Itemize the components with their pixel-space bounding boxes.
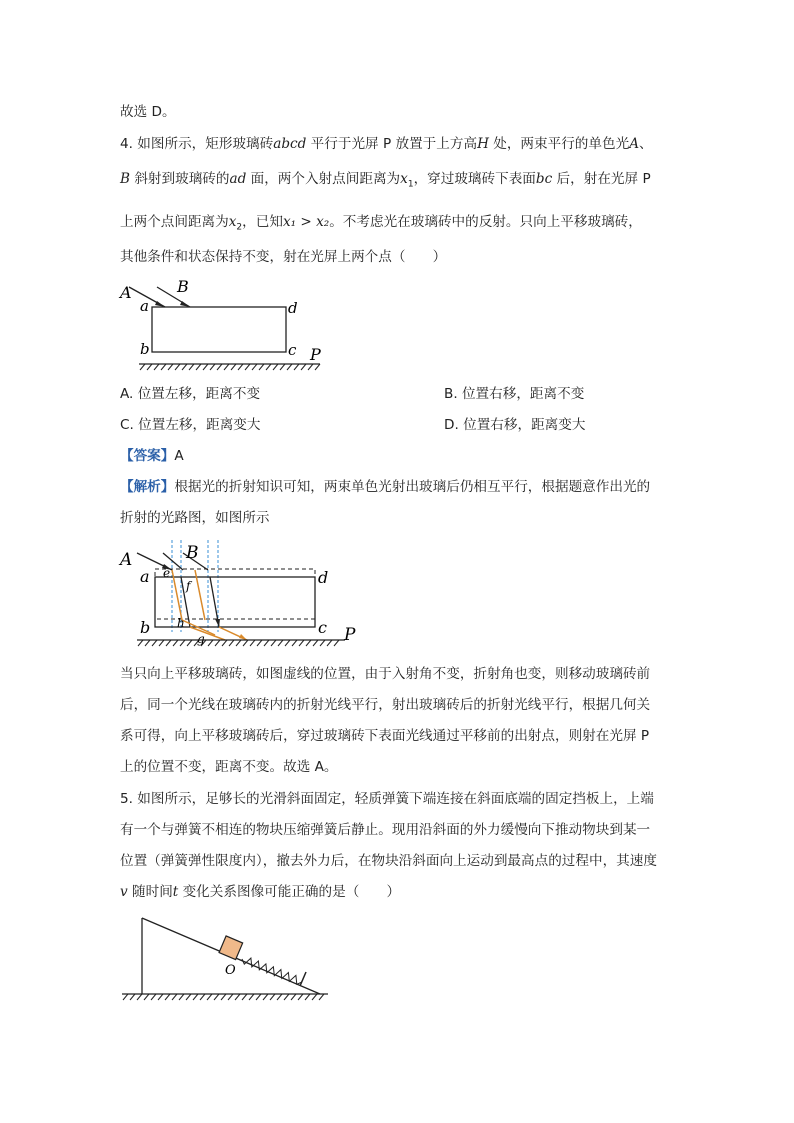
hatch-mark	[327, 640, 332, 646]
hatch-mark	[138, 640, 143, 646]
hatch-mark	[245, 364, 250, 370]
hatch-mark	[306, 640, 311, 646]
q4-text: ，穿过玻璃砖下表面	[413, 171, 536, 187]
label-b: b	[140, 618, 151, 637]
q4-line-2	[120, 169, 651, 195]
q4-text: 面，两个入射点间距离为	[246, 171, 401, 187]
q4-line-4: 其他条件和状态保持不变，射在光屏上两个点（ ）	[120, 249, 447, 265]
analysis-line-5: 系可得，向上平移玻璃砖后，穿过玻璃砖下表面光线通过平移前的出射点，则射在光屏 P	[120, 728, 650, 744]
hatch-mark	[222, 640, 227, 646]
hatch-mark	[214, 994, 219, 1000]
hatch-mark	[172, 994, 177, 1000]
hatch-mark	[257, 640, 262, 646]
hatch-mark	[166, 640, 171, 646]
hatch-mark	[266, 364, 271, 370]
hatch-mark	[252, 364, 257, 370]
hatch-mark	[313, 640, 318, 646]
hatch-mark	[182, 364, 187, 370]
q4-text: 。不考虑光在玻璃砖中的反射。只向上平移玻璃砖，	[329, 214, 642, 230]
glass-brick	[152, 307, 286, 352]
q4-ad: ad	[229, 171, 247, 187]
screen-hatching	[140, 364, 320, 370]
fixed-stopper	[300, 972, 306, 986]
hatch-mark	[193, 994, 198, 1000]
hatch-mark	[175, 364, 180, 370]
hatch-mark	[215, 640, 220, 646]
q4-x1-sub: 1	[407, 179, 414, 190]
hatch-mark	[263, 994, 268, 1000]
hatch-mark	[285, 640, 290, 646]
analysis-line-3: 当只向上平移玻璃砖，如图虚线的位置，由于入射角不变，折射角也变，则移动玻璃砖前	[120, 666, 651, 682]
q4-text: ，已知	[242, 214, 283, 230]
hatch-mark	[159, 640, 164, 646]
q4-text: 4. 如图所示，矩形玻璃砖	[120, 136, 274, 152]
hatch-mark	[154, 364, 159, 370]
q4-figure-1	[115, 277, 345, 375]
hatch-mark	[207, 994, 212, 1000]
block-body	[219, 936, 243, 960]
hatch-mark	[280, 364, 285, 370]
hatch-mark	[334, 640, 339, 646]
hatch-mark	[158, 994, 163, 1000]
arrow-head	[239, 634, 247, 640]
label-d: d	[318, 568, 329, 587]
option-A[interactable]: A. 位置左移，距离不变	[120, 386, 261, 402]
analysis-line-4: 后，同一个光线在玻璃砖内的折射光线平行，射出玻璃砖后的折射光线平行，根据几何关	[120, 697, 651, 713]
hatch-mark	[140, 364, 145, 370]
hatch-mark	[152, 640, 157, 646]
hatch-mark	[305, 994, 310, 1000]
q4-line-3	[120, 212, 642, 238]
q4-H: H	[477, 136, 489, 152]
hatch-mark	[299, 640, 304, 646]
hatch-mark	[200, 994, 205, 1000]
option-C[interactable]: C. 位置左移，距离变大	[120, 417, 261, 433]
hatch-mark	[137, 994, 142, 1000]
label-h: h	[177, 616, 185, 630]
analysis-line-2: 折射的光路图，如图所示	[120, 510, 270, 526]
hatch-mark	[208, 640, 213, 646]
screen-hatching	[138, 640, 339, 646]
label-g: g	[197, 632, 205, 646]
option-D[interactable]: D. 位置右移，距离变大	[444, 417, 586, 433]
hatch-mark	[179, 994, 184, 1000]
hatch-mark	[294, 364, 299, 370]
label-d: d	[288, 299, 298, 317]
hatch-mark	[217, 364, 222, 370]
hatch-mark	[292, 640, 297, 646]
q5-line-4	[120, 882, 400, 902]
hatch-mark	[301, 364, 306, 370]
hatch-mark	[221, 994, 226, 1000]
hatch-mark	[173, 640, 178, 646]
hatch-mark	[236, 640, 241, 646]
q5-t: t	[172, 884, 179, 900]
block	[219, 936, 243, 960]
hatch-mark	[243, 640, 248, 646]
hatch-mark	[229, 640, 234, 646]
q4-abcd: abcd	[273, 136, 307, 152]
hatch-mark	[187, 640, 192, 646]
label-c: c	[288, 341, 297, 359]
label-A: A	[120, 550, 133, 570]
hatch-mark	[145, 640, 150, 646]
hatch-mark	[287, 364, 292, 370]
label-P: P	[344, 625, 356, 645]
label-B: B	[186, 543, 199, 563]
hatch-mark	[147, 364, 152, 370]
hatch-mark	[130, 994, 135, 1000]
spring	[242, 958, 302, 984]
hatch-mark	[235, 994, 240, 1000]
hatch-mark	[168, 364, 173, 370]
q4-bc: bc	[535, 171, 553, 187]
q4-figure-2	[115, 540, 365, 645]
hatch-mark	[264, 640, 269, 646]
label-P: P	[310, 345, 321, 364]
analysis-line-6: 上的位置不变，距离不变。故选 A。	[120, 759, 338, 775]
hatch-mark	[238, 364, 243, 370]
analysis-text: 根据光的折射知识可知，两束单色光射出玻璃后仍相互平行，根据题意作出光的	[174, 479, 651, 495]
hatch-mark	[273, 364, 278, 370]
hatch-mark	[180, 640, 185, 646]
label-B: B	[177, 277, 189, 296]
hatch-mark	[256, 994, 261, 1000]
hatch-mark	[291, 994, 296, 1000]
hatch-mark	[242, 994, 247, 1000]
q4-text: 平行于光屏 P 放置于上方高	[306, 136, 478, 152]
hatch-mark	[228, 994, 233, 1000]
q5-text: 变化关系图像可能正确的是（ ）	[178, 884, 401, 900]
hatch-mark	[298, 994, 303, 1000]
q4-inequality: x₁ > x₂	[282, 214, 330, 230]
q4-text: 上两个点间距离为	[120, 214, 229, 230]
hatch-mark	[278, 640, 283, 646]
hatch-mark	[123, 994, 128, 1000]
hatch-mark	[196, 364, 201, 370]
q4-text: 处，两束平行的单色光	[488, 136, 630, 152]
hatch-mark	[161, 364, 166, 370]
hatch-mark	[249, 994, 254, 1000]
hatch-mark	[224, 364, 229, 370]
q5-v: v	[120, 884, 128, 900]
hatch-mark	[151, 994, 156, 1000]
orange-ray	[190, 627, 225, 640]
analysis-tag: 【解析】	[120, 479, 175, 495]
label-a: a	[140, 567, 150, 586]
q5-line-3: 位置（弹簧弹性限度内），撤去外力后，在物块沿斜面向上运动到最高点的过程中，其速度	[120, 853, 657, 869]
option-B[interactable]: B. 位置右移，距离不变	[444, 386, 585, 402]
q5-line-1: 5. 如图所示，足够长的光滑斜面固定，轻质弹簧下端连接在斜面底端的固定挡板上，上端	[120, 791, 654, 807]
q4-A: A	[629, 136, 640, 152]
label-A: A	[120, 283, 132, 302]
q4-x2-sub: 2	[236, 222, 243, 233]
hatch-mark	[270, 994, 275, 1000]
q4-line-1	[120, 134, 653, 154]
hatch-mark	[315, 364, 320, 370]
hatch-mark	[203, 364, 208, 370]
previous-conclusion: 故选 D。	[120, 104, 176, 120]
q4-x1: x	[400, 171, 408, 187]
hatch-mark	[277, 994, 282, 1000]
label-f: f	[186, 579, 191, 593]
label-e: e	[163, 566, 171, 580]
ground-hatching	[123, 994, 324, 1000]
hatch-mark	[312, 994, 317, 1000]
hatch-mark	[186, 994, 191, 1000]
q4-text: 后，射在光屏 P	[552, 171, 651, 187]
label-O: O	[225, 963, 236, 978]
q5-figure	[120, 912, 340, 1002]
answer-value: A	[174, 448, 184, 464]
label-a: a	[140, 297, 149, 315]
hatch-mark	[231, 364, 236, 370]
hatch-mark	[320, 640, 325, 646]
answer-tag: 【答案】	[120, 448, 175, 464]
analysis-line-1	[120, 477, 650, 497]
q4-text: 斜射到玻璃砖的	[130, 171, 230, 187]
hatch-mark	[259, 364, 264, 370]
q4-text: 、	[639, 136, 653, 152]
hatch-mark	[319, 994, 324, 1000]
q5-text: 随时间	[127, 884, 173, 900]
hatch-mark	[308, 364, 313, 370]
hatch-mark	[210, 364, 215, 370]
hatch-mark	[271, 640, 276, 646]
hatch-mark	[189, 364, 194, 370]
q4-B: B	[120, 171, 130, 187]
label-b: b	[140, 340, 150, 358]
label-c: c	[318, 618, 327, 637]
hatch-mark	[144, 994, 149, 1000]
hatch-mark	[284, 994, 289, 1000]
answer-line	[120, 446, 184, 466]
q5-line-2: 有一个与弹簧不相连的物块压缩弹簧后静止。现用沿斜面的外力缓慢向下推动物块到某一	[120, 822, 651, 838]
hatch-mark	[250, 640, 255, 646]
hatch-mark	[165, 994, 170, 1000]
q4-x2: x	[228, 214, 237, 230]
